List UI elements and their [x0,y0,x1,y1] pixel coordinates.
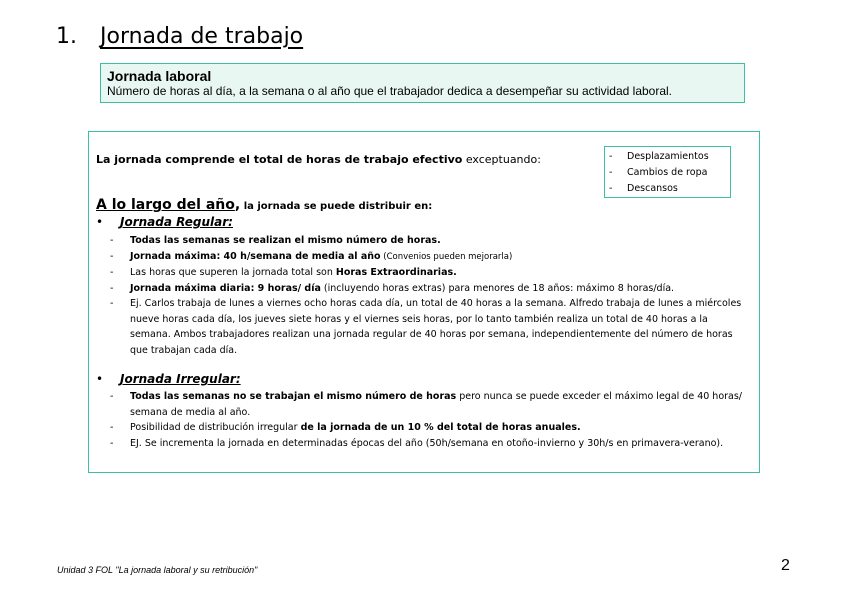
list-item: - Jornada máxima diaria: 9 horas/ día (incluyendo horas extras) para menores de 18 años: máximo 8 horas/día. [108,281,760,297]
footer-text: Unidad 3 FOL "La jornada laboral y su retribución" [57,565,258,575]
irregular-heading: • Jornada Irregular: [96,372,241,386]
definition-text: Número de horas al día, a la semana o al año que el trabajador dedica a desempeñar su actividad laboral. [107,84,673,98]
exception-item: - Descansos [609,183,678,194]
definition-heading: Jornada laboral [107,68,212,84]
list-item: - Posibilidad de distribución irregular de la jornada de un 10 % del total de horas anuales. [108,420,760,436]
regular-list [108,233,760,358]
definition-box [100,63,745,103]
list-item: - Todas las semanas no se trabajan el mismo número de horas pero nunca se puede exceder el máximo legal de 40 horas/ semana de media al año. [108,389,750,420]
year-heading: A lo largo del año, la jornada se puede distribuir en: [96,197,433,213]
regular-heading: • Jornada Regular: [96,215,233,229]
list-item: - Las horas que superen la jornada total son Horas Extraordinarias. [108,265,760,281]
exception-item: - Cambios de ropa [609,167,708,178]
exception-item: - Desplazamientos [609,151,709,162]
irregular-list [108,389,760,451]
list-item: - Ej. Carlos trabaja de lunes a viernes ocho horas cada día, un total de 40 horas a la semana. Alfredo trabaja de lunes a miércoles nueve horas cada día, los jueves siete horas y el viernes seis horas, por lo tanto también realiza un total de 40 horas a la semana. Ambos trabajadores realizan una jornada regular de 40 horas por semana, independientemente del número de horas que trabajan cada día. [108,296,746,358]
intro-sentence: La jornada comprende el total de horas de trabajo efectivo exceptuando: [96,153,541,166]
list-item: - Todas las semanas se realizan el mismo número de horas. [108,233,760,249]
title-number: 1. [56,24,77,49]
slide-title [56,22,303,52]
title-text: Jornada de trabajo [100,24,304,49]
list-item: - Jornada máxima: 40 h/semana de media al año (Convenios pueden mejorarla) [108,249,760,266]
page-number: 2 [781,557,790,574]
list-item: - EJ. Se incrementa la jornada en determinadas épocas del año (50h/semana en otoño-invierno y 30h/s en primavera-verano). [108,436,748,452]
exceptions-box [604,146,731,198]
